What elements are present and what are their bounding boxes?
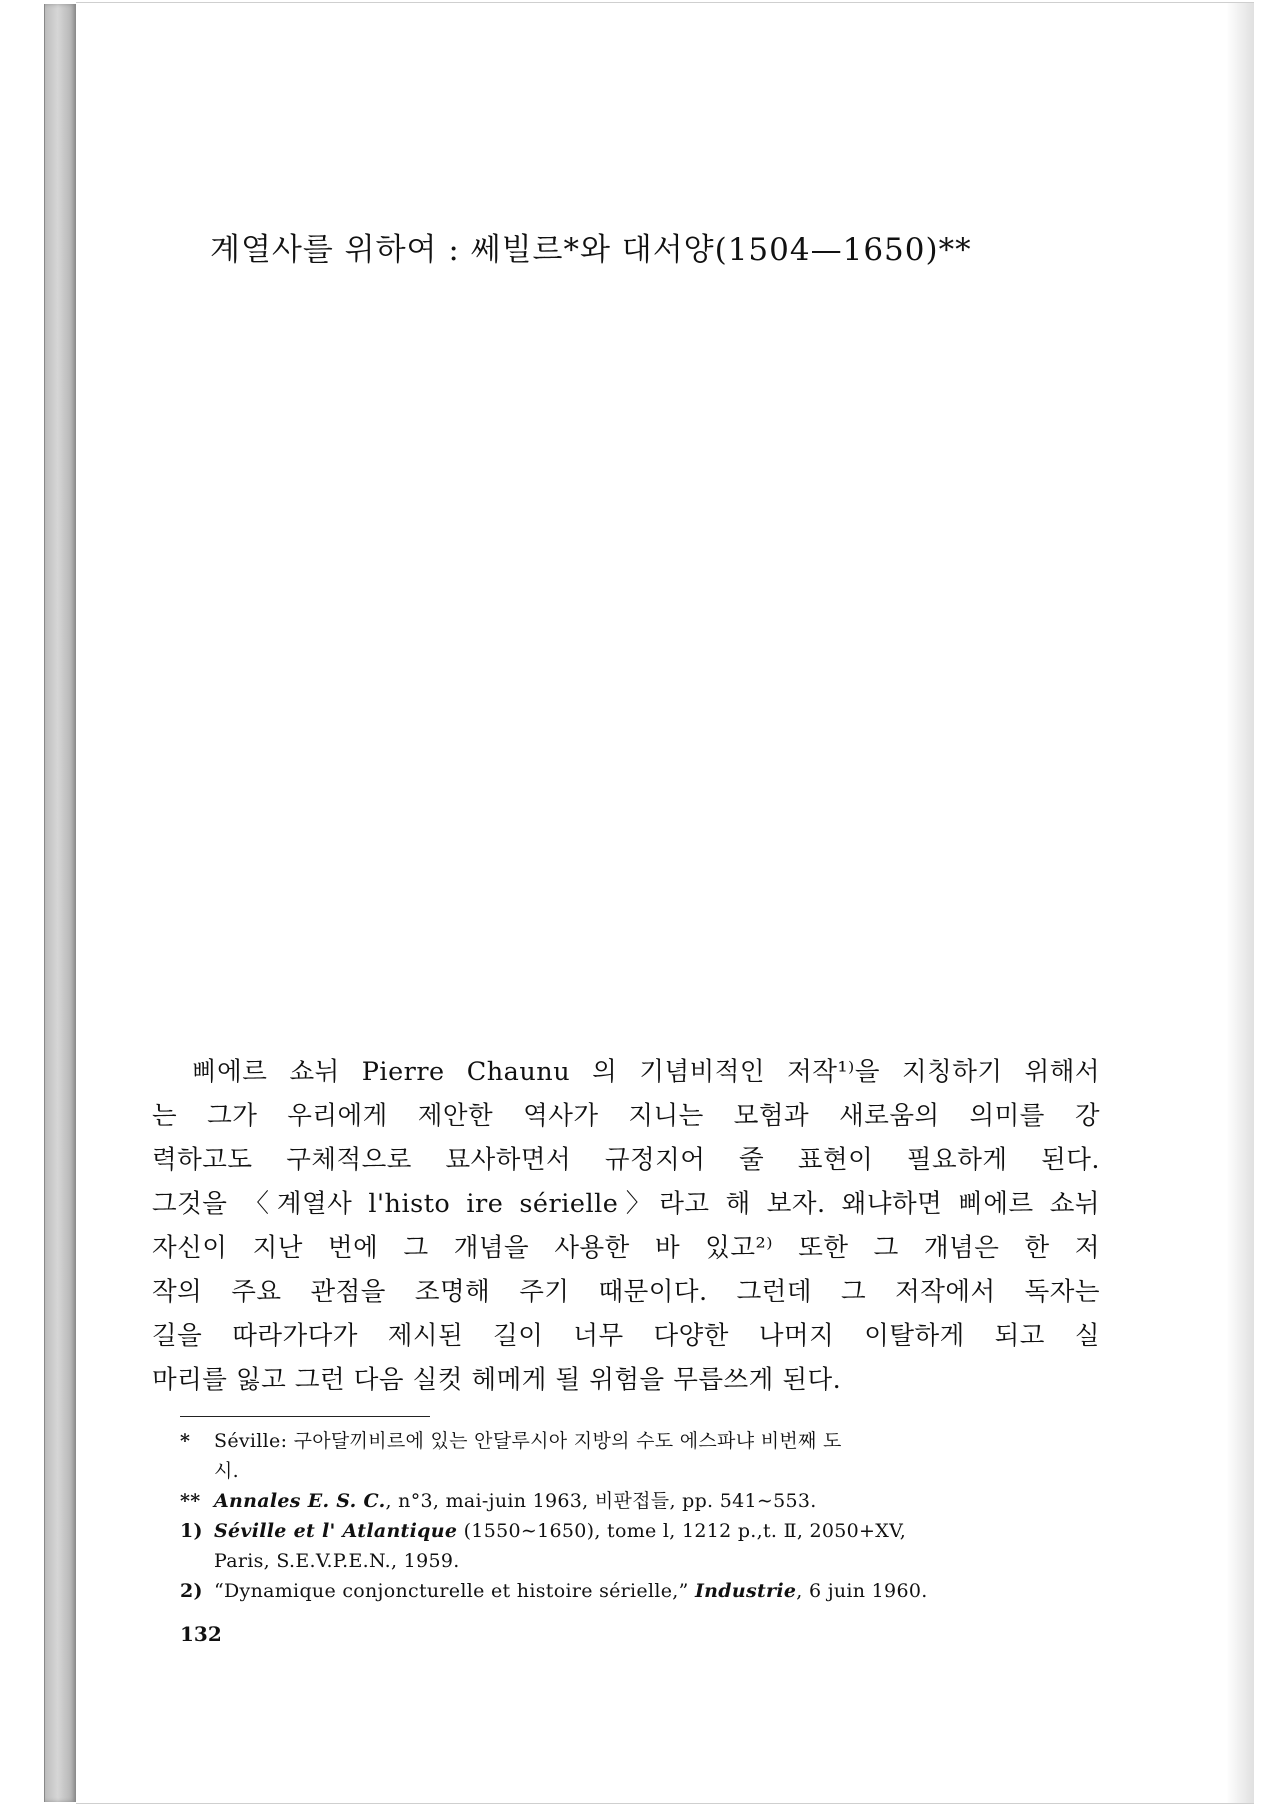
footnote-line: , n°3, mai-juin 1963, 비판접들, pp. 541∼553. — [385, 1490, 817, 1512]
footnote-journal-title: Annales E. S. C. — [214, 1490, 386, 1512]
footnote-line: (1550∼1650), tome l, 1212 p.,t. Ⅱ, 2050+XV, — [457, 1520, 907, 1542]
body-line: 작의 주요 관점을 조명해 주기 때문이다. 그런데 그 저작에서 독자는 — [152, 1277, 1100, 1307]
footnote-mark: 2) — [180, 1580, 203, 1602]
body-line: 자신이 지난 번에 그 개념을 사용한 바 있고²⁾ 또한 그 개념은 한 저 — [152, 1233, 1100, 1263]
book-spine-edge — [44, 4, 77, 1802]
page-gutter-shadow — [1226, 3, 1254, 1803]
footnote-line: , 6 juin 1960. — [796, 1580, 928, 1602]
footnote-mark: ** — [180, 1490, 201, 1512]
body-line: 길을 따라가다가 제시된 길이 너무 다양한 나머지 이탈하게 되고 실 — [152, 1321, 1100, 1351]
footnote-line: 시. — [214, 1460, 239, 1482]
footnote-text — [214, 1426, 1090, 1486]
article-title: 계열사를 위하여 : 쎄빌르*와 대서양(1504—1650)** — [210, 232, 972, 268]
footnote-item — [180, 1576, 1090, 1606]
body-line: 삐에르 쇼뉘 Pierre Chaunu 의 기념비적인 저작¹⁾을 지칭하기 위해서 — [192, 1057, 1100, 1087]
footnote-separator — [180, 1416, 430, 1417]
footnote-book-title: Séville et l' Atlantique — [214, 1520, 458, 1542]
footnote-text — [214, 1576, 1090, 1606]
footnotes — [180, 1426, 1090, 1606]
page-number: 132 — [180, 1622, 222, 1646]
footnote-line: “Dynamique conjoncturelle et histoire sérielle,” — [214, 1580, 695, 1602]
footnote-text — [214, 1486, 1090, 1516]
footnote-item — [180, 1486, 1090, 1516]
footnote-text — [214, 1516, 1090, 1576]
body-line: 그것을 〈계열사 l'histo ire sérielle〉라고 해 보자. 왜냐하면 삐에르 쇼뉘 — [152, 1189, 1100, 1219]
footnote-mark: 1) — [180, 1520, 203, 1542]
body-line: 마리를 잃고 그런 다음 실컷 헤메게 될 위험을 무릅쓰게 된다. — [152, 1365, 842, 1395]
footnote-item — [180, 1516, 1090, 1576]
body-line: 력하고도 구체적으로 묘사하면서 규정지어 줄 표현이 필요하게 된다. — [152, 1145, 1100, 1175]
footnote-line: Paris, S.E.V.P.E.N., 1959. — [214, 1550, 460, 1572]
footnote-line: Séville: 구아달끼비르에 있는 안달루시아 지방의 수도 에스파냐 비번째 도 — [214, 1430, 842, 1452]
footnote-mark: * — [180, 1430, 191, 1452]
body-paragraph — [152, 1050, 1100, 1402]
footnote-item — [180, 1426, 1090, 1486]
footnote-journal-title: Industrie — [694, 1580, 797, 1602]
body-line: 는 그가 우리에게 제안한 역사가 지니는 모험과 새로움의 의미를 강 — [152, 1101, 1100, 1131]
